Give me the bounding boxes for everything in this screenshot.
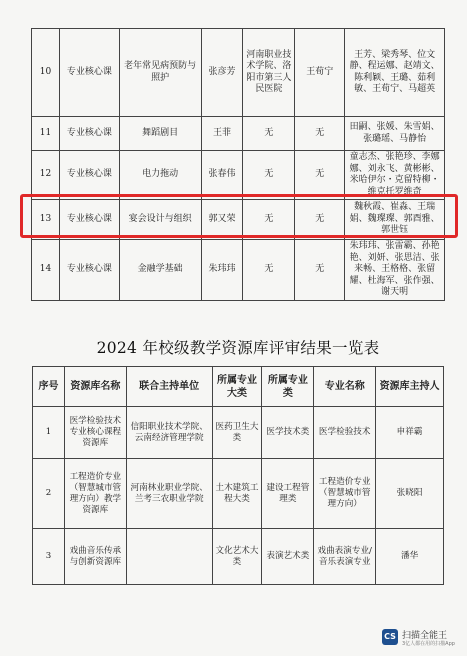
team-members: 魏秋霞、崔淼、王瑞娟、魏璨璨、郭酉雅、郭世钰 xyxy=(345,200,445,240)
team-members: 朱玮玮、张雷霸、孙艳艳、刘妍、张思洁、张来畅、王格格、张留耀、杜海军、张作强、谢天明 xyxy=(345,240,445,301)
course-name: 老年常见病预防与照护 xyxy=(119,29,201,117)
course-type: 专业核心课 xyxy=(59,240,119,301)
co-host-units xyxy=(126,529,212,585)
table-row xyxy=(32,151,445,200)
library-host: 申祥霸 xyxy=(376,407,444,459)
highlight-box xyxy=(20,194,458,238)
table-row xyxy=(33,459,444,529)
course-name: 宴会设计与组织 xyxy=(119,200,201,240)
course-leader: 张春伟 xyxy=(201,151,243,200)
table-header-row xyxy=(33,367,444,407)
library-name: 工程造价专业（智慧城市管理方向）教学资源库 xyxy=(64,459,126,529)
cooperating-org: 无 xyxy=(243,200,295,240)
cooperating-person: 无 xyxy=(295,151,345,200)
major-name: 医学检验技术 xyxy=(314,407,376,459)
cooperating-org: 无 xyxy=(243,151,295,200)
major-subcategory: 建设工程管理类 xyxy=(262,459,314,529)
library-name: 戏曲音乐传承与创新资源库 xyxy=(64,529,126,585)
cooperating-person: 王荀宁 xyxy=(295,29,345,117)
watermark-slogan: 3亿人都在用的扫描App xyxy=(402,641,455,647)
cs-logo-icon: CS xyxy=(382,629,398,645)
library-host: 潘华 xyxy=(376,529,444,585)
document-title: 2024 年校级教学资源库评审结果一览表 xyxy=(96,339,380,357)
major-category: 文化艺术大类 xyxy=(212,529,262,585)
course-type: 专业核心课 xyxy=(59,151,119,200)
header-cell: 序号 xyxy=(33,367,65,407)
course-name: 舞蹈剧目 xyxy=(119,117,201,151)
row-number: 13 xyxy=(32,200,60,240)
course-team-table xyxy=(31,28,445,301)
course-type: 专业核心课 xyxy=(59,29,119,117)
table-row xyxy=(33,529,444,585)
major-subcategory: 表演艺术类 xyxy=(262,529,314,585)
course-leader: 王菲 xyxy=(201,117,243,151)
header-cell: 资源库名称 xyxy=(64,367,126,407)
cooperating-person: 无 xyxy=(295,117,345,151)
team-members: 童志杰、张艳珍、李娜娜、刘永飞、黄彬彬、米哈伊尔・克留特柳・维克托罗维奇 xyxy=(345,151,445,200)
course-type: 专业核心课 xyxy=(59,200,119,240)
cooperating-person: 无 xyxy=(295,200,345,240)
header-cell: 资源库主持人 xyxy=(376,367,444,407)
header-cell: 联合主持单位 xyxy=(126,367,212,407)
header-cell: 专业名称 xyxy=(314,367,376,407)
major-name: 工程造价专业（智慧城市管理方向） xyxy=(314,459,376,529)
table-row xyxy=(32,117,445,151)
library-host: 张晓阳 xyxy=(376,459,444,529)
team-members: 田嗣、张媛、朱雪娟、张璐瑶、马静怡 xyxy=(345,117,445,151)
course-leader: 张彦芳 xyxy=(201,29,243,117)
row-number: 1 xyxy=(33,407,65,459)
row-number: 10 xyxy=(32,29,60,117)
course-leader: 朱玮玮 xyxy=(201,240,243,301)
header-cell: 所属专业类 xyxy=(262,367,314,407)
course-type: 专业核心课 xyxy=(59,117,119,151)
header-cell: 所属专业大类 xyxy=(212,367,262,407)
major-category: 医药卫生大类 xyxy=(212,407,262,459)
cooperating-person: 无 xyxy=(295,240,345,301)
table-row xyxy=(33,407,444,459)
library-name: 医学检验技术专业核心课程资源库 xyxy=(64,407,126,459)
cooperating-org: 无 xyxy=(243,117,295,151)
row-number: 14 xyxy=(32,240,60,301)
major-category: 土木建筑工程大类 xyxy=(212,459,262,529)
course-name: 电力拖动 xyxy=(119,151,201,200)
major-name: 戏曲表演专业/音乐表演专业 xyxy=(314,529,376,585)
course-name: 金融学基础 xyxy=(119,240,201,301)
resource-library-table xyxy=(32,366,444,585)
row-number: 12 xyxy=(32,151,60,200)
cooperating-org: 无 xyxy=(243,240,295,301)
co-host-units: 信阳职业技术学院、云南经济管理学院 xyxy=(126,407,212,459)
table-row xyxy=(32,240,445,301)
row-number: 11 xyxy=(32,117,60,151)
co-host-units: 河南林业职业学院、兰考三农职业学院 xyxy=(126,459,212,529)
row-number: 2 xyxy=(33,459,65,529)
table-row xyxy=(32,29,445,117)
scanner-watermark xyxy=(382,626,462,652)
team-members: 王芳、梁秀琴、位文静、程运娜、赵靖文、陈利颖、王璐、茹利敏、王荀宁、马超英 xyxy=(345,29,445,117)
watermark-app-name: 扫描全能王 xyxy=(402,631,448,641)
course-leader: 郭又荣 xyxy=(201,200,243,240)
major-subcategory: 医学技术类 xyxy=(262,407,314,459)
cooperating-org: 河南职业技术学院、洛阳市第三人民医院 xyxy=(243,29,295,117)
row-number: 3 xyxy=(33,529,65,585)
